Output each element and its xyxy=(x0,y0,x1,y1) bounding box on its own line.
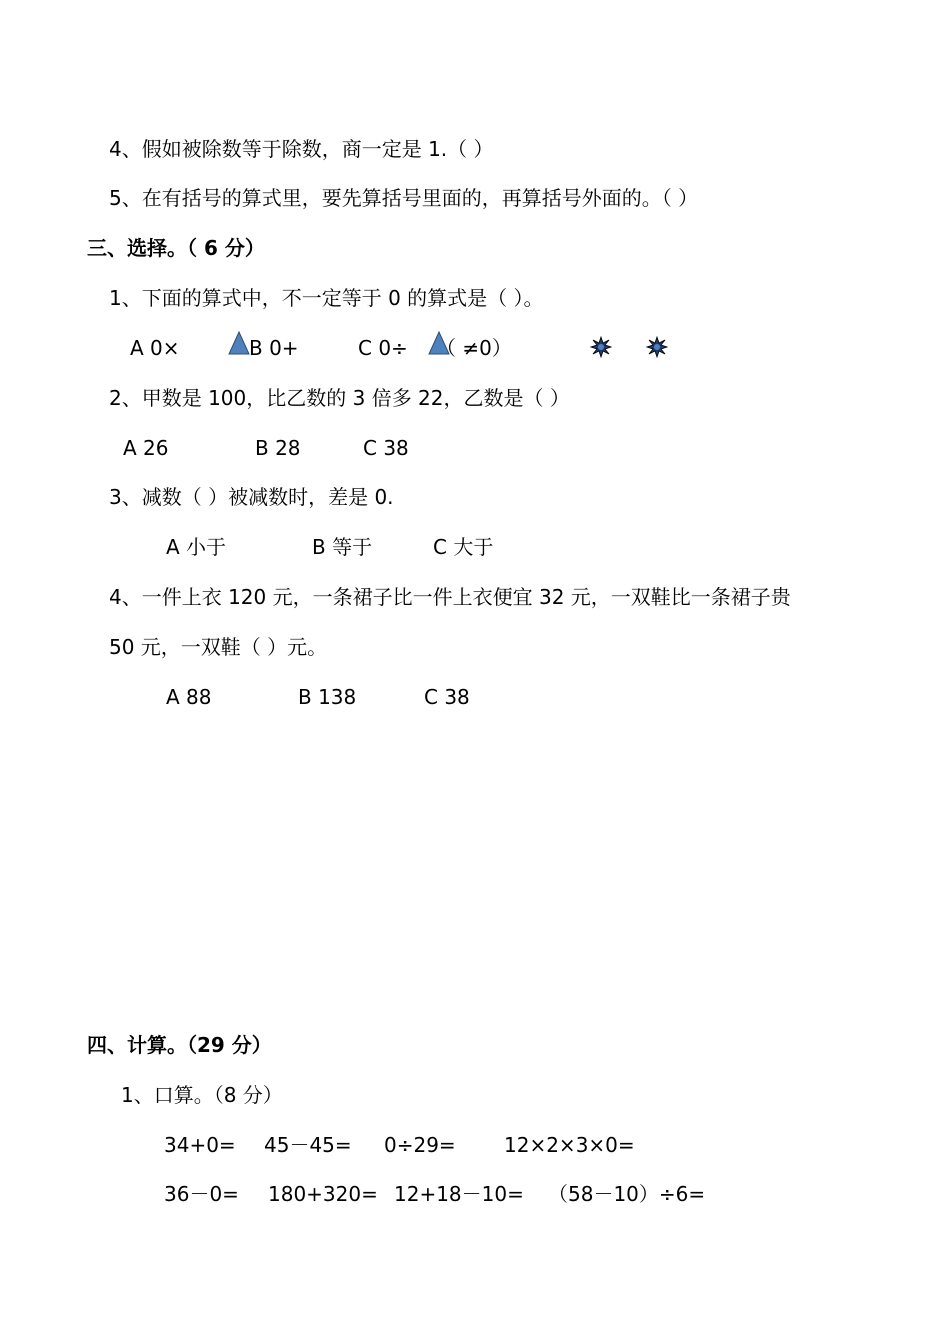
option-a: A 0× xyxy=(130,336,180,360)
choice-question-1: 1、下面的算式中，不一定等于 0 的算式是（ ）。 xyxy=(109,286,544,310)
calc-item: 34+0= xyxy=(164,1133,236,1157)
option-b: B 等于 xyxy=(312,535,373,559)
choice-question-4-line-2: 50 元，一双鞋（ ）元。 xyxy=(109,635,328,659)
option-a: A 88 xyxy=(166,685,212,709)
option-c: C 大于 xyxy=(433,535,494,559)
tf-question-4: 4、假如被除数等于除数，商一定是 1.（ ） xyxy=(109,137,494,161)
choice-question-2: 2、甲数是 100，比乙数的 3 倍多 22，乙数是（ ） xyxy=(109,386,570,410)
choice-question-4-line-1: 4、一件上衣 120 元，一条裙子比一件上衣便宜 32 元，一双鞋比一条裙子贵 xyxy=(109,585,791,609)
calc-item: 45－45= xyxy=(264,1133,352,1157)
calc-item: （58－10）÷6= xyxy=(548,1182,706,1206)
calc-item: 0÷29= xyxy=(384,1133,456,1157)
option-b: B 0+ xyxy=(249,336,299,360)
star-icon xyxy=(590,336,612,358)
section-3-heading: 三、选择。（ 6 分） xyxy=(87,236,265,260)
option-c: C 38 xyxy=(363,436,409,460)
option-c-condition: （ ≠0） xyxy=(436,336,512,360)
option-b: B 138 xyxy=(298,685,357,709)
option-c: C 0÷ xyxy=(358,336,408,360)
section-4-heading: 四、计算。（29 分） xyxy=(87,1033,272,1057)
option-a: A 26 xyxy=(123,436,169,460)
oral-calc-heading: 1、口算。（8 分） xyxy=(121,1083,283,1107)
option-a: A 小于 xyxy=(166,535,227,559)
calc-item: 12×2×3×0= xyxy=(504,1133,635,1157)
calc-item: 36－0= xyxy=(164,1182,239,1206)
option-c: C 38 xyxy=(424,685,470,709)
triangle-icon xyxy=(228,331,250,355)
calc-item: 12+18－10= xyxy=(394,1182,524,1206)
calc-item: 180+320= xyxy=(268,1182,378,1206)
choice-question-3: 3、减数（ ）被减数时，差是 0. xyxy=(109,485,394,509)
tf-question-5: 5、在有括号的算式里，要先算括号里面的，再算括号外面的。（ ） xyxy=(109,186,699,210)
star-icon xyxy=(646,336,668,358)
option-b: B 28 xyxy=(255,436,301,460)
